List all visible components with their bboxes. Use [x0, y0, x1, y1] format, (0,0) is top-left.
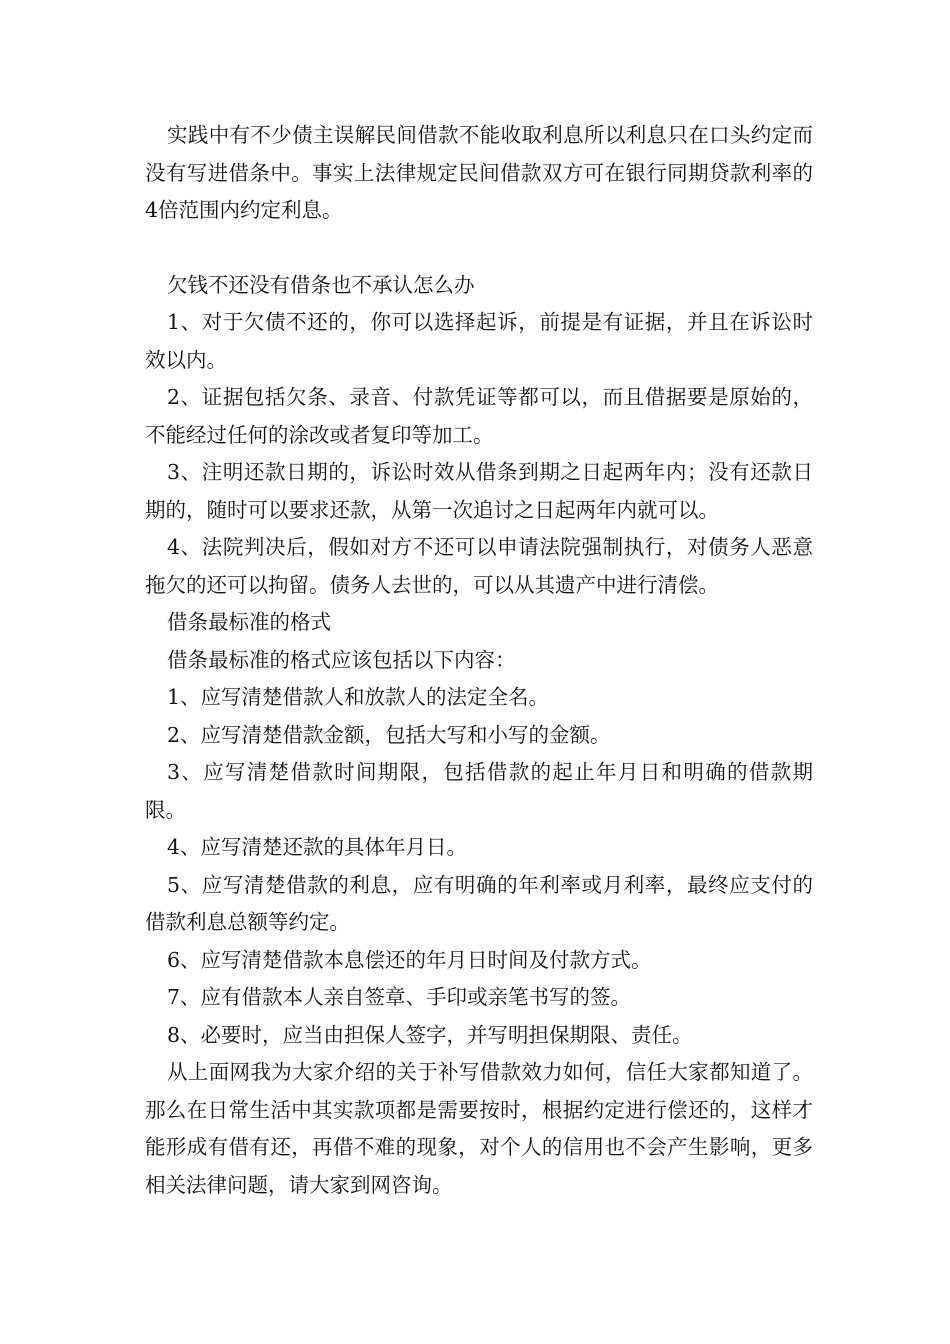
blank-line: [145, 230, 813, 267]
intro-paragraph: 实践中有不少债主误解民间借款不能收取利息所以利息只在口头约定而没有写进借条中。事实上法律规定民间借款双方可在银行同期贷款利率的4倍范围内约定利息。: [145, 123, 813, 222]
section-heading-iou-format: 借条最标准的格式: [167, 610, 331, 634]
document-page: [145, 117, 813, 1204]
list-item: 6、应写清楚借款本息偿还的年月日时间及付款方式。: [167, 947, 652, 972]
list-item: 3、应写清楚借款时间期限，包括借款的起止年月日和明确的借款期限。: [145, 760, 813, 822]
list-item: 8、必要时，应当由担保人签字，并写明担保期限、责任。: [167, 1022, 693, 1047]
section-heading-no-iou: 欠钱不还没有借条也不承认怎么办: [167, 272, 475, 297]
conclusion-paragraph: 从上面网我为大家介绍的关于补写借款效力如何，信任大家都知道了。那么在日常生活中其实款项都是需要按时，根据约定进行偿还的，这样才能形成有借有还，再借不难的现象，对个人的信用也不会产生影响，更多相关法律问题，请大家到网咨询。: [145, 1060, 813, 1197]
list-item: 2、应写清楚借款金额，包括大写和小写的金额。: [167, 722, 611, 747]
list-item: 4、应写清楚还款的具体年月日。: [167, 835, 468, 859]
list-item: 5、应写清楚借款的利息，应有明确的年利率或月利率，最终应支付的借款利息总额等约定。: [145, 872, 813, 934]
list-item: 1、对于欠债不还的，你可以选择起诉，前提是有证据，并且在诉讼时效以内。: [145, 310, 813, 372]
section-lead: 借条最标准的格式应该包括以下内容：: [167, 647, 516, 672]
list-item: 7、应有借款本人亲自签章、手印或亲笔书写的签。: [167, 985, 632, 1009]
list-item: 2、证据包括欠条、录音、付款凭证等都可以，而且借据要是原始的，不能经过任何的涂改或者复印等加工。: [145, 385, 813, 447]
list-item: 1、应写清楚借款人和放款人的法定全名。: [167, 685, 550, 709]
list-item: 3、注明还款日期的，诉讼时效从借条到期之日起两年内；没有还款日期的，随时可以要求还款，从第一次追讨之日起两年内就可以。: [145, 460, 813, 522]
list-item: 4、法院判决后，假如对方不还可以申请法院强制执行，对债务人恶意拖欠的还可以拘留。债务人去世的，可以从其遗产中进行清偿。: [145, 535, 813, 597]
